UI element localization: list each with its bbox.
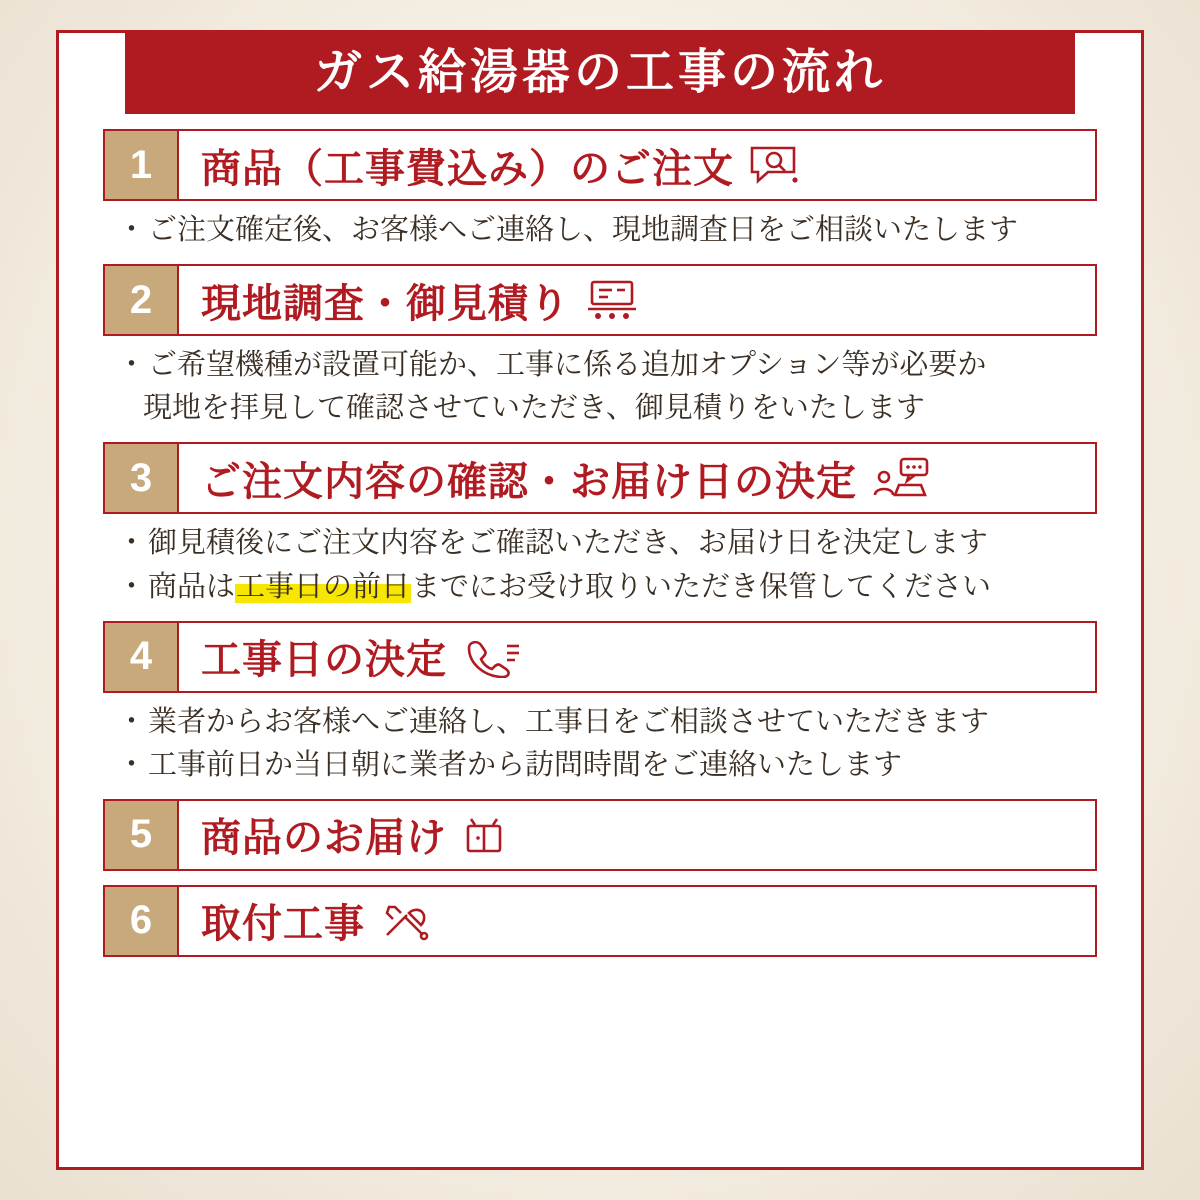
note-text: 現地を拝見して確認させていただき、御見積りをいたします: [143, 392, 925, 425]
note-bullet: ・: [117, 705, 147, 738]
content-card: [56, 30, 1144, 1170]
step-title-wrap-1: [179, 131, 1095, 199]
speech-bubble-search-icon: [748, 144, 802, 186]
step-title-3: ご注文内容の確認・お届け日の決定: [201, 459, 857, 504]
step-title-1: 商品（工事費込み）のご注文: [201, 146, 734, 191]
step-title-5: 商品のお届け: [201, 816, 447, 861]
note-text: 工事前日か当日朝に業者から訪問時間をご連絡いたします: [148, 748, 903, 781]
step-title-2: 現地調査・御見積り: [201, 281, 570, 326]
step-title-wrap-4: [179, 623, 1095, 691]
step-number-1: 1: [105, 131, 179, 199]
tools-wrench-screwdriver-icon: [379, 899, 431, 943]
steps-list: [59, 129, 1141, 971]
step-block-6: [103, 885, 1097, 957]
note-text-highlight: 工事日の前日: [236, 570, 411, 603]
note-bullet: ・: [117, 748, 147, 781]
note-item: [117, 211, 1091, 250]
step-number-2: 2: [105, 266, 179, 334]
step-number-3: 3: [105, 444, 179, 512]
note-text: ご希望機種が設置可能か、工事に係る追加オプション等が必要か: [148, 349, 987, 382]
note-text-after: までにお受け取りいただき保管してください: [411, 570, 992, 603]
step-block-3: [103, 442, 1097, 618]
step-number-5: 5: [105, 801, 179, 869]
note-text-before: 商品は: [148, 570, 236, 603]
step-notes-2: [103, 336, 1097, 440]
document-estimate-icon: [584, 278, 640, 322]
note-item: [117, 746, 1091, 785]
step-header-4: [103, 621, 1097, 693]
delivery-box-icon: [461, 813, 507, 857]
step-block-4: [103, 621, 1097, 797]
note-item: [117, 703, 1091, 742]
note-bullet: ・: [117, 214, 147, 246]
step-header-5: [103, 799, 1097, 871]
note-item: [117, 524, 1091, 563]
telephone-icon: [461, 636, 523, 678]
note-bullet: ・: [117, 570, 147, 603]
step-number-4: 4: [105, 623, 179, 691]
note-text: ご注文確定後、お客様へご連絡し、現地調査日をご相談いたします: [148, 214, 1019, 246]
step-title-6: 取付工事: [201, 902, 365, 947]
step-title-wrap-3: [179, 444, 1095, 512]
note-item-highlighted: [117, 568, 1091, 607]
step-header-3: [103, 442, 1097, 514]
step-notes-4: [103, 693, 1097, 797]
step-block-2: [103, 264, 1097, 440]
step-title-4: 工事日の決定: [201, 638, 447, 683]
step-block-5: [103, 799, 1097, 871]
note-text: 業者からお客様へご連絡し、工事日をご相談させていただきます: [148, 705, 990, 738]
note-item: [117, 346, 1091, 385]
step-title-wrap-5: [179, 801, 1095, 869]
note-bullet: ・: [117, 527, 147, 560]
step-notes-1: [103, 201, 1097, 262]
note-bullet: ・: [117, 349, 147, 382]
note-item: [117, 389, 1091, 428]
step-title-wrap-6: [179, 887, 1095, 955]
step-notes-3: [103, 514, 1097, 618]
step-header-1: [103, 129, 1097, 201]
title-banner: [125, 32, 1075, 114]
note-text: 御見積後にご注文内容をご確認いただき、お届け日を決定します: [148, 527, 988, 560]
step-header-6: [103, 885, 1097, 957]
step-block-1: [103, 129, 1097, 262]
person-laptop-chat-icon: [871, 455, 929, 501]
note-text: [148, 568, 1091, 607]
page-title: ガス給湯器の工事の流れ: [313, 46, 886, 99]
step-title-wrap-2: [179, 266, 1095, 334]
step-number-6: 6: [105, 887, 179, 955]
step-header-2: [103, 264, 1097, 336]
